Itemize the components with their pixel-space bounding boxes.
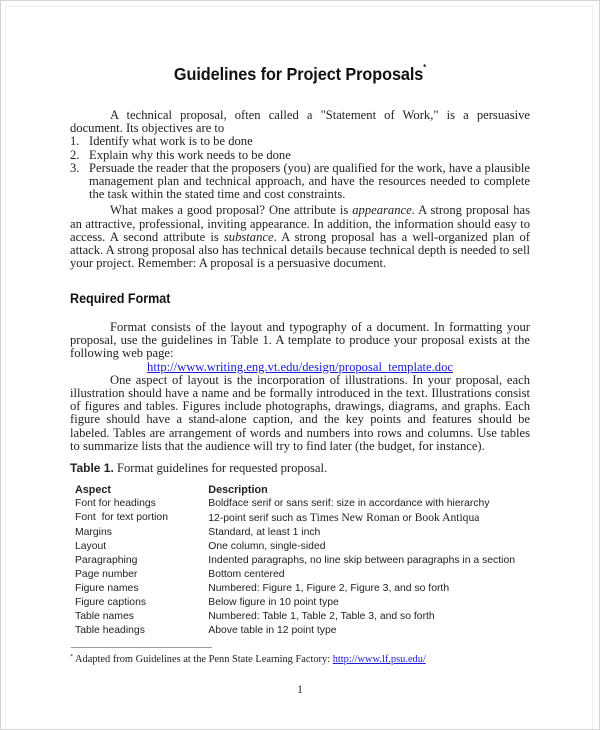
illustrations-paragraph: One aspect of layout is the incorporation of illustrations. In your proposal, each illustration should have a name and be formally introduced in the text. Illustrations consist of figures and tables. Figures include photographs, drawings, diagrams, and graphs. Each figure should have a stand-alone caption, and the key points and features should be labeled. Tables are arrangement of words and numbers into rows and columns. Use tables to summarize lists that the audience will try to find later (the budget, for instance). [70, 372, 530, 453]
description-cell: One column, single-sided [208, 541, 326, 552]
title-text: Guidelines for Project Proposals [173, 64, 424, 84]
aspect-cell: Margins [75, 527, 112, 538]
text-run: What makes a good proposal? One attribute is [110, 203, 353, 218]
aspect-cell: Page number [75, 569, 138, 580]
template-link[interactable]: http://www.writing.eng.vt.edu/design/proposal_template.doc [147, 359, 453, 374]
table-row [75, 610, 515, 624]
table-row [75, 526, 515, 540]
objective-number: 2. [70, 147, 80, 162]
footnote [70, 654, 426, 665]
table-caption-text: Format guidelines for requested proposal. [113, 461, 328, 475]
aspect-cell: Table headings [75, 625, 145, 636]
footnote-link[interactable]: http://www.lf.psu.edu/ [332, 654, 426, 665]
table-row [75, 582, 515, 596]
required-format-section [70, 321, 530, 453]
text-run: . A strong proposal has an attractive, professional, inviting appearance. In addition, the information should easy to access. A second attribute is [70, 203, 531, 244]
description-cell [208, 511, 515, 526]
table-row [75, 497, 515, 511]
description-cell: Indented paragraphs, no line skip between paragraphs in a section [208, 555, 515, 566]
text-run: 12-point serif such as [208, 513, 310, 524]
aspect-cell: Font for headings [75, 498, 156, 509]
table-row [75, 554, 515, 568]
page-edge-right [592, 5, 593, 729]
aspect-cell: Figure names [75, 583, 139, 594]
font-name-sample: Book Antiqua [414, 511, 480, 524]
format-guidelines-table [75, 483, 515, 638]
objective-text: Identify what work is to be done [89, 134, 253, 149]
intro-paragraph: A technical proposal, often called a "Statement of Work," is a persuasive document. Its objectives are to [70, 108, 530, 136]
table-row [75, 511, 515, 526]
objective-text: Persuade the reader that the proposers (you) are qualified for the work, have a plausible management plan and technical approach, and have the resources needed to complete the task within the stated time and cost constraints. [89, 160, 530, 202]
page-edge-left [5, 5, 6, 729]
objective-item [70, 162, 530, 202]
intro-section [70, 109, 530, 270]
description-cell: Below figure in 10 point type [208, 597, 339, 608]
table-row [75, 596, 515, 610]
footnote-marker: * [70, 654, 73, 660]
footnote-divider [71, 647, 212, 648]
aspect-cell: Font for text portion [75, 512, 168, 523]
format-paragraph: Format consists of the layout and typography of a document. In formatting your proposal, use the guidelines in Table 1. A template to produce your proposal exists at the following web page: [70, 320, 530, 361]
text-run: or [399, 513, 415, 524]
page-edge-top [5, 6, 593, 7]
page-number: 1 [297, 684, 303, 696]
emphasis-substance: substance [223, 229, 274, 244]
template-url-line [70, 361, 530, 374]
objective-number: 1. [70, 134, 80, 149]
description-cell: Bottom centered [208, 569, 285, 580]
title-footnote-marker: * [423, 63, 427, 72]
column-header-aspect: Aspect [75, 484, 112, 496]
objective-number: 3. [70, 160, 80, 175]
section-heading-required-format: Required Format [70, 291, 171, 306]
table-caption [70, 461, 327, 476]
emphasis-appearance: appearance [352, 203, 412, 218]
table-row [75, 624, 515, 638]
description-cell: Standard, at least 1 inch [208, 527, 321, 538]
table-row [75, 540, 515, 554]
good-proposal-paragraph [70, 204, 530, 270]
aspect-cell: Layout [75, 541, 107, 552]
table-row [75, 568, 515, 582]
aspect-cell: Figure captions [75, 597, 147, 608]
objective-text: Explain why this work needs to be done [89, 147, 291, 162]
footnote-text: Adapted from Guidelines at the Penn State Learning Factory: [73, 654, 333, 665]
table-header-row [75, 483, 515, 497]
column-header-description: Description [208, 484, 268, 496]
description-cell: Boldface serif or sans serif: size in accordance with hierarchy [208, 498, 490, 509]
document-title [21, 64, 579, 85]
text-run: . A strong proposal has a well-organized plan of attack. A strong proposal also has technical details because technical depth is needed to sell your project. Remember: A proposal is a persuasive document. [70, 229, 531, 271]
description-cell: Numbered: Figure 1, Figure 2, Figure 3, and so forth [208, 583, 450, 594]
description-cell: Numbered: Table 1, Table 2, Table 3, and so forth [208, 611, 435, 622]
font-name-sample: Times New Roman [309, 511, 400, 524]
description-cell: Above table in 12 point type [208, 625, 337, 636]
aspect-cell: Table names [75, 611, 134, 622]
objectives-list [70, 135, 530, 201]
table-caption-label: Table 1. [70, 461, 114, 475]
aspect-cell: Paragraphing [75, 555, 138, 566]
